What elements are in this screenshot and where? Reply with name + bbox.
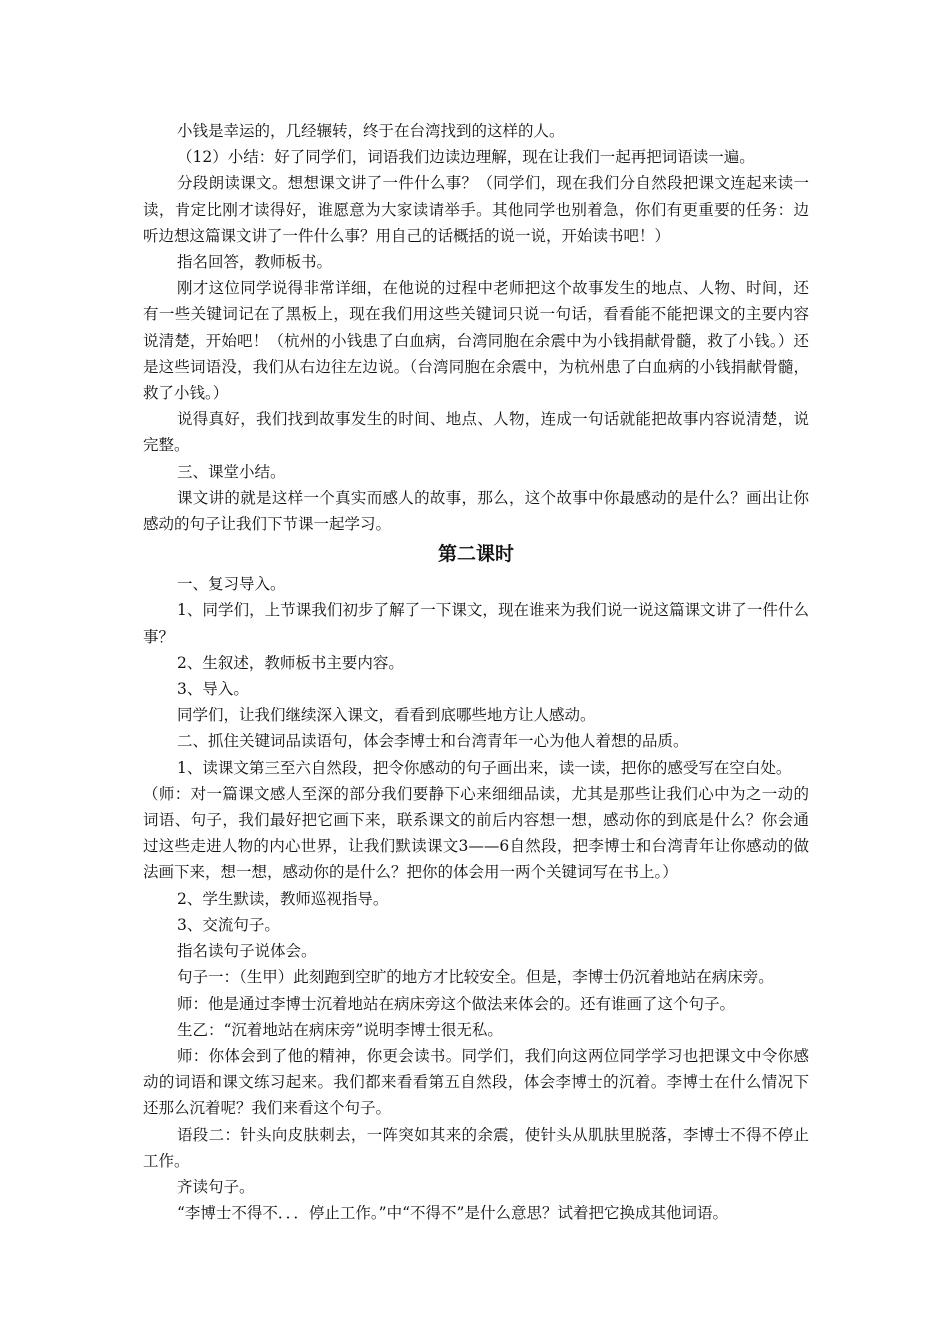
paragraph: 1、同学们，上节课我们初步了解了一下课文，现在谁来为我们说一说这篇课文讲了一件什么事？: [143, 601, 809, 646]
paragraph: 师：他是通过李博士沉着地站在病床旁这个做法来体会的。还有谁画了这个句子。: [177, 994, 736, 1013]
paragraph: 指名读句子说体会。: [177, 942, 317, 961]
paragraph: 3、交流句子。: [177, 915, 280, 934]
paragraph: 课文讲的就是这样一个真实而感人的故事，那么，这个故事中你最感动的是什么？画出让你感动的句子让我们下节课一起学习。: [143, 488, 809, 534]
paragraph: 小钱是幸运的，几经辗转，终于在台湾找到的这样的人。: [177, 122, 565, 140]
paragraph: 说得真好，我们找到故事发生的时间、地点、人物，连成一句话就能把故事内容说清楚，说完整。: [143, 410, 809, 455]
paragraph: 语段二：针头向皮肤刺去，一阵突如其来的余震，使针头从肌肤里脱落，李博士不得不停止工作。: [143, 1125, 809, 1170]
paragraph: 二、抓住关键词品读语句，体会李博士和台湾青年一心为他人着想的品质。: [177, 732, 689, 751]
paragraph: “李博士不得不．．．停止工作。”中“不得不”是什么意思？试着把它换成其他词语。: [177, 1204, 728, 1223]
paragraph: 分段朗读课文。想想课文讲了一件什么事？（同学们，现在我们分自然段把课文连起来读一读，肯定比刚才读得好，谁愿意为大家读请举手。其他同学也别着急，你们有更重要的任务：边听边想这篇课文讲了一件什么事？用自己的话概括的说一说，开始读书吧！）: [143, 174, 809, 245]
paragraph: 生乙：“沉着地站在病床旁”说明李博士很无私。: [177, 1020, 503, 1039]
paragraph: （12）小结：好了同学们，词语我们边读边理解，现在让我们一起再把词语读一遍。: [177, 148, 755, 167]
paragraph: 2、学生默读，教师巡视指导。: [177, 889, 389, 908]
paragraph: 指名回答，教师板书。: [177, 253, 333, 272]
teacher-note-paragraph: （师：对一篇课文感人至深的部分我们要静下心来细细品读，尤其是那些让我们心中为之一动的词语、句子，我们最好把它画下来，联系课文的前后内容想一想，感动你的到底是什么？你会通过这些走进人物的内心世界，让我们默读课文3——6自然段，把李博士和台湾青年让你感动的做法画下来，想一想，感动你的是什么？把你的体会用一两个关键词写在书上。）: [143, 784, 809, 882]
paragraph: 1、读课文第三至六自然段，把令你感动的句子画出来，读一读，把你的感受写在空白处。: [177, 758, 792, 777]
paragraph: 一、复习导入。: [177, 575, 286, 594]
paragraph: 3、导入。: [177, 680, 249, 699]
paragraph: 刚才这位同学说得非常详细，在他说的过程中老师把这个故事发生的地点、人物、时间，还有一些关键词记在了黑板上，现在我们用这些关键词只说一句话，看看能不能把课文的主要内容说清楚，开始吧！（杭州的小钱患了白血病，台湾同胞在余震中为小钱捐献骨髓，救了小钱。）还是这些词语没，我们从右边往左边说。（台湾同胞在余震中，为杭州患了白血病的小钱捐献骨髓，救了小钱。）: [143, 279, 809, 403]
paragraph: 2、生叙述，教师板书主要内容。: [177, 653, 404, 672]
paragraph: 三、课堂小结。: [177, 462, 286, 481]
document-page: [143, 118, 809, 1226]
paragraph: 师：你体会到了他的精神，你更会读书。同学们，我们向这两位同学学习也把课文中令你感动的词语和课文练习起来。我们都来看看第五自然段，体会李博士的沉着。李博士在什么情况下还那么沉着呢？我们来看这个句子。: [143, 1046, 809, 1118]
section-title: 第二课时: [437, 543, 514, 566]
paragraph: 同学们，让我们继续深入课文，看看到底哪些地方让人感动。: [177, 706, 596, 725]
paragraph: 齐读句子。: [177, 1177, 255, 1196]
paragraph: 句子一：（生甲）此刻跑到空旷的地方才比较安全。但是，李博士仍沉着地站在病床旁。: [177, 968, 774, 987]
